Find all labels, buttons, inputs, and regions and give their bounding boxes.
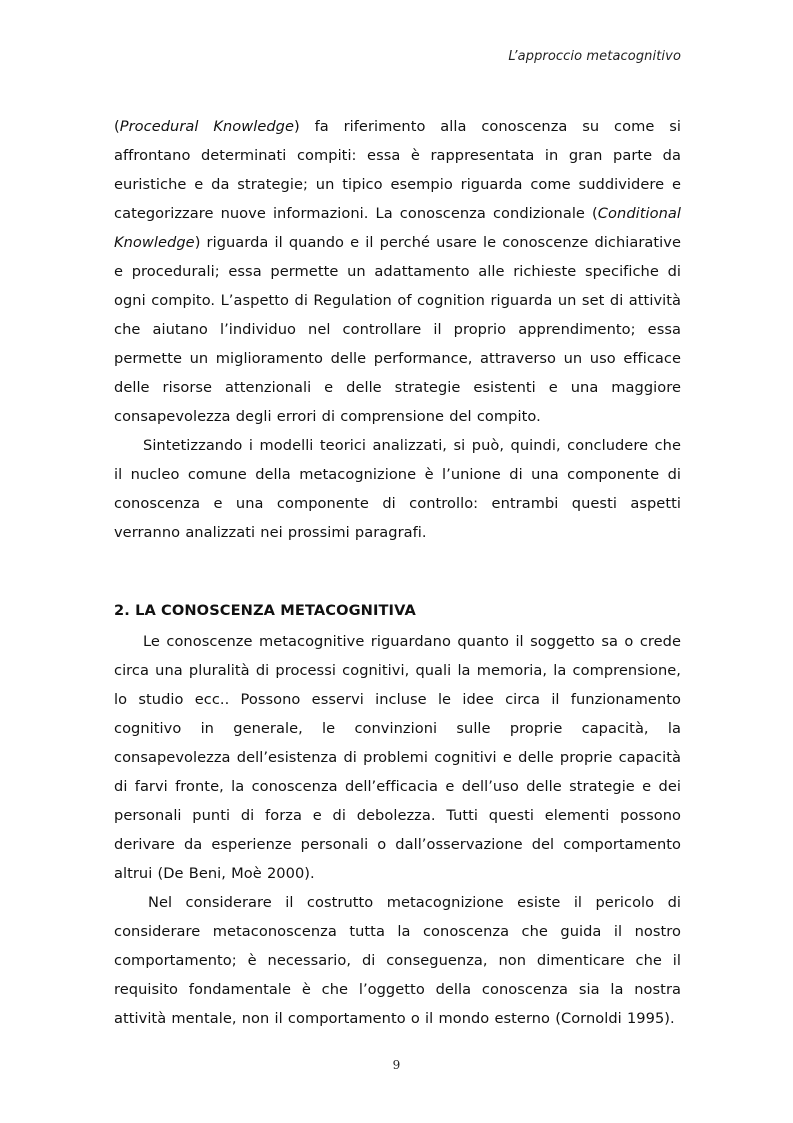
page-number: 9	[392, 1058, 401, 1072]
body-text	[114, 112, 681, 1033]
open-paren: (	[114, 118, 120, 135]
paragraph-metaknowledge-risk: Nel considerare il costrutto metacognizione esiste il pericolo di considerare metaconoscenza tutta la conoscenza che guida il nostro comportamento; è necessario, di conseguenza, non dimenticare che il requisito fondamentale è che l’oggetto della conoscenza sia la nostra attività mentale, non il comportamento o il mondo esterno (Cornoldi 1995).	[114, 894, 681, 1027]
running-header: L’approccio metacognitivo	[508, 49, 681, 64]
term-procedural-knowledge: Procedural Knowledge	[119, 118, 294, 135]
paragraph-metacognitive-knowledge: Le conoscenze metacognitive riguardano quanto il soggetto sa o crede circa una pluralità di processi cognitivi, quali la memoria, la comprensione, lo studio ecc.. Possono esservi incluse le idee circa il funzionamento cognitivo in generale, le convinzioni sulle proprie capacità, la consapevolezza dell’esistenza di problemi cognitivi e delle proprie capacità di farvi fronte, la conoscenza dell’efficacia e dell’uso delle strategie e dei personali punti di forza e di debolezza. Tutti questi elementi possono derivare da esperienze personali o dall’osservazione del comportamento altrui (De Beni, Moè 2000).	[114, 633, 681, 882]
paragraph-procedural-conditional-knowledge	[114, 112, 681, 431]
section-heading: 2. LA CONOSCENZA METACOGNITIVA	[114, 602, 416, 619]
term-conditional-knowledge: Conditional Knowledge	[114, 205, 681, 251]
paragraph-text-segment: ) fa riferimento alla conoscenza su come si affrontano determinati compiti: essa è rappresentata in gran parte da euristiche e da strategie; un tipico esempio riguarda come suddividere e categorizzare nuove informazioni. La conoscenza condizionale (	[114, 118, 681, 222]
paragraph-summary: Sintetizzando i modelli teorici analizzati, si può, quindi, concludere che il nucleo comune della metacognizione è l’unione di una componente di conoscenza e una componente di controllo: entrambi questi aspetti verranno analizzati nei prossimi paragrafi.	[114, 437, 681, 541]
paragraph-text-segment: ) riguarda il quando e il perché usare le conoscenze dichiarative e procedurali; essa permette un adattamento alle richieste specifiche di ogni compito. L’aspetto di Regulation of cognition riguarda un set di attività che aiutano l’individuo nel controllare il proprio apprendimento; essa permette un miglioramento delle performance, attraverso un uso efficace delle risorse attenzionali e delle strategie esistenti e una maggiore consapevolezza degli errori di comprensione del compito.	[114, 234, 681, 425]
